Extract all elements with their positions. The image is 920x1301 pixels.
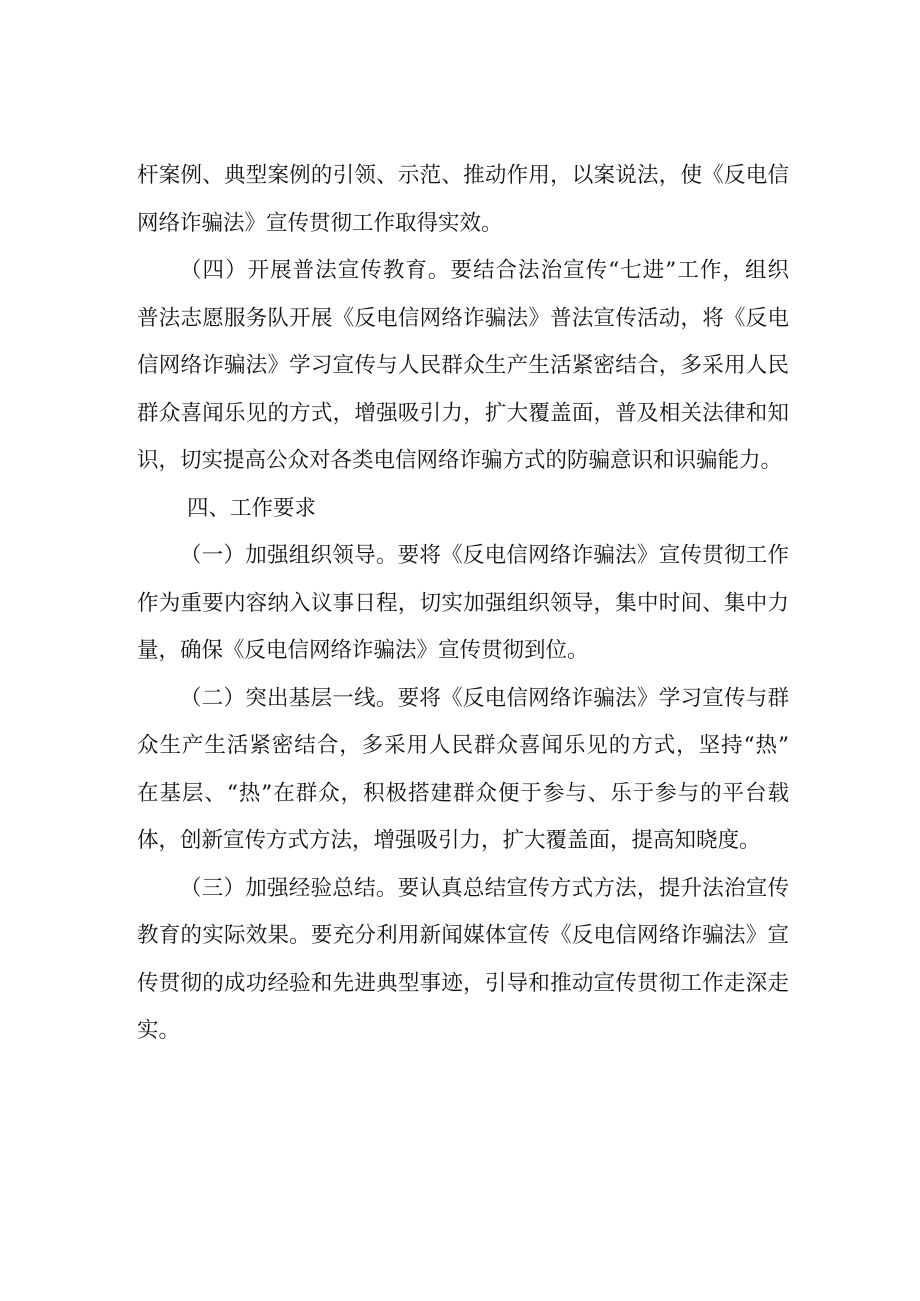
- text-line: 众生产生活紧密结合，多采用人民群众喜闻乐见的方式，坚持“热”: [137, 733, 789, 758]
- text-line: 信网络诈骗法》学习宣传与人民群众生产生活紧密结合，多采用人民: [137, 353, 789, 378]
- text-line: 实。: [137, 1018, 181, 1043]
- text-line: 传贯彻的成功经验和先进典型事迹，引导和推动宣传贯彻工作走深走: [137, 970, 789, 996]
- text-line: 体，创新宣传方式方法，增强吸引力，扩大覆盖面，提高知晓度。: [137, 828, 761, 853]
- paragraph-first-line: （一）加强组织领导。要将《反电信网络诈骗法》宣传贯彻工作: [180, 543, 789, 568]
- text-line: 杆案例、典型案例的引领、示范、推动作用，以案说法，使《反电信: [137, 163, 789, 188]
- text-line: 群众喜闻乐见的方式，增强吸引力，扩大覆盖面，普及相关法律和知: [137, 400, 789, 426]
- document-body: [137, 152, 789, 1055]
- section-heading: 四、工作要求: [187, 495, 317, 521]
- paragraph-first-line: （二）突出基层一线。要将《反电信网络诈骗法》学习宣传与群: [180, 685, 789, 711]
- text-line: 网络诈骗法》宣传贯彻工作取得实效。: [137, 210, 503, 236]
- paragraph-first-line: （三）加强经验总结。要认真总结宣传方式方法，提升法治宣传: [180, 875, 789, 901]
- text-line: 量，确保《反电信网络诈骗法》宣传贯彻到位。: [137, 638, 589, 663]
- text-line: 在基层、“热”在群众，积极搭建群众便于参与、乐于参与的平台载: [137, 780, 789, 806]
- text-line: 作为重要内容纳入议事日程，切实加强组织领导，集中时间、集中力: [137, 590, 789, 616]
- text-line: 教育的实际效果。要充分利用新闻媒体宣传《反电信网络诈骗法》宣: [137, 923, 789, 948]
- text-line: 识，切实提高公众对各类电信网络诈骗方式的防骗意识和识骗能力。: [137, 448, 783, 473]
- text-line: 普法志愿服务队开展《反电信网络诈骗法》普法宣传活动，将《反电: [137, 305, 789, 331]
- paragraph-first-line: （四）开展普法宣传教育。要结合法治宣传“七进”工作，组织: [180, 258, 789, 283]
